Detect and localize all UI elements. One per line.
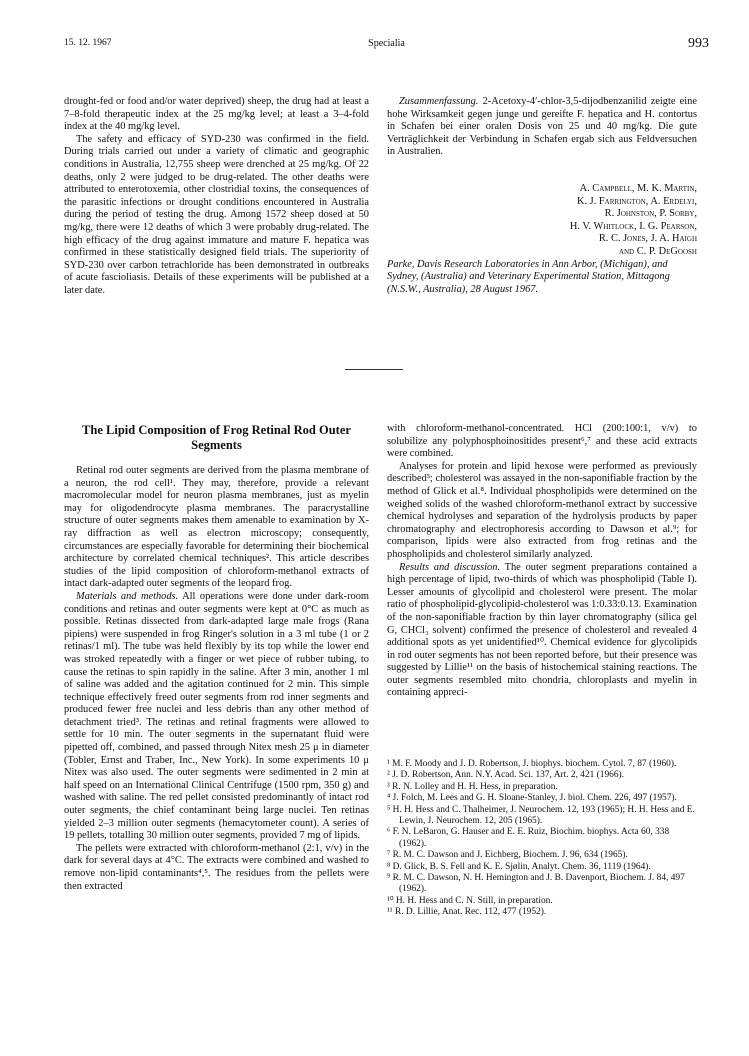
author-line: R. Johnston, P. Sorby, [604,208,697,220]
paragraph: Retinal rod outer segments are derived from the plasma membrane of a neuron, the rod cell¹. They may, therefore, provide a relevant macromolecular model for neuron plasma membranes, just as myelin may for oligodendrocyte plasma membranes. The paracrystalline structure of outer segments makes them amenable to examination by X-ray diffraction as well as electron microscopy; consequently, circumstances are especially favorable for determining their biochemical architecture by correlated chemical techniques². This article describes studies of the lipid composition of chloroform-methanol extracts of intact dark-adapted outer segments of the leopard frog. [64,465,369,590]
paragraph: The pellets were extracted with chloroform-methanol (2:1, v/v) in the dark for several days at 4°C. The extracts were combined and washed to remove non-lipid contaminants⁴,⁵. The residues from the pellets were then extracted [64,842,369,892]
author-line: and C. P. DeGoosh [618,245,697,257]
reference-item: ⁷ R. M. C. Dawson and J. Eichberg, Biochem. J. 96, 634 (1965). [387,850,628,861]
results-paragraph [387,562,697,701]
reference-item: ¹ M. F. Moody and J. D. Robertson, J. biophys. biochem. Cytol. 7, 87 (1960). [387,759,677,769]
author-list [387,183,697,259]
page-number: 993 [688,36,709,51]
results-label: Results and discussion. [399,561,501,573]
issue-date: 15. 12. 1967 [64,38,112,48]
zusammenfassung [387,96,697,159]
previous-article-right-column [387,96,697,296]
reference-item: ³ R. N. Lolley and H. H. Hess, in preparation. [387,781,558,792]
affiliation: Parke, Davis Research Laboratories in Ann Arbor, (Michigan), and Sydney, (Australia) and Veterinary Experimental Station, Mittagong (N.S.W., Australia), 28 August 1967. [387,258,670,295]
author-line: H. V. Whitlock, I. G. Pearson, [569,220,697,232]
reference-item: ⁶ F. N. LeBaron, G. Hauser and E. E. Ruiz, Biochim. biophys. Acta 60, 338 (1962). [387,827,670,849]
methods-paragraph [64,591,369,843]
journal-section: Specialia [368,38,405,49]
reference-item: ⁸ D. Glick, B. S. Fell and K. E. Sjølin, Analyt. Chem. 36, 1119 (1964). [387,861,651,872]
paragraph: Analyses for protein and lipid hexose were performed as previously described³; cholesterol was assayed in the non-saponifiable fraction by the method of Glick et al.⁸. Individual phospholipids were determined on the weighed solids of the washed chloroform-methanol extract by successive chemical hydrolyses and separation of the hydrolysis products by paper chromatography and electrophoresis according to Dawson et al.⁹; for comparison, lipids were also extracted from frog retinas and the phospholipids and cholesterol similarly analyzed. [387,460,697,560]
article-title: The Lipid Composition of Frog Retinal Rod Outer Segments [82,423,351,452]
article-separator [345,369,403,370]
reference-item: ¹⁰ H. H. Hess and C. N. Still, in preparation. [387,895,553,906]
running-header [64,36,709,58]
reference-item: ⁹ R. M. C. Dawson, N. H. Hemington and J. B. Davenport, Biochem. J. 84, 497 (1962). [387,873,685,895]
methods-text: All operations were done under dark-room conditions and retinas and outer segments were kept at 0°C as much as possible. Retinas dissected from dark-adapted large male frogs (Rana pipiens) were suspended in frog Ringer's solution in a 3 ml tube (1 or 2 retinas/1 ml). The tube was held flexibly by its top while the lower end was stroked repeatedly with a finger or wet piece of rubber tubing, to cause the retinas to spin rapidly in the saline. After 3 min, another 1 ml of saline was added and the agitation continued for 2 min. This simple technique effectively freed outer segments from rod inner segments and produced fewer free nuclei and less debris than any other method of detachment tried³. The retinas and retinal fragments were allowed to settle for 10 min. The outer segments in the supernatant fluid were pipetted off, combined, and passed through Nitex mesh 25 μ in diameter (Tobler, Ernst and Traber, Inc., New York). In some experiments 10 μ Nitex was also used. The outer segments were sedimented in 2 min at half speed on an International Clinical Centrifuge (1500 rpm, 350 g) and washed with saline. The red pellet consisted predominantly of intact rod outer segments, the chief contaminant being large nuclei. Ten retinas yielded 2–3 million outer segments (hemacytometer count). A series of 19 pellets, totalling 30 million outer segments, provided 7 mg of lipids. [64,590,370,842]
zusammenfassung-text: 2-Acetoxy-4′-chlor-3,5-dijodbenzanilid zeigte eine hohe Wirksamkeit gegen junge und gereifte F. hepatica and H. contortus in Schafen bei einer oralen Dosis von 25 und 40 mg/kg. Die gute Verträglichkeit der Verbindung in Schafen ergab sich aus Feldversuchen in Australien. [387,96,697,158]
author-line: A. Campbell, M. K. Martin, [579,182,697,194]
paragraph: drought-fed or food and/or water deprived) sheep, the drug had at least a 7–8-fold therapeutic index at the 25 mg/kg level; at least a 3–4-fold index at the 40 mg/kg level. [64,96,369,133]
reference-item: ¹¹ R. D. Lillie, Anat. Rec. 112, 477 (1952). [387,907,547,918]
article-left-column [64,423,369,893]
reference-item: ² J. D. Robertson, Ann. N.Y. Acad. Sci. 137, Art. 2, 421 (1966). [387,770,625,781]
zusammenfassung-label: Zusammenfassung. [399,96,479,107]
reference-item: ⁵ H. H. Hess and C. Thalheimer, J. Neurochem. 12, 193 (1965); H. H. Hess and E. Lewin, J. Neurochem. 12, 205 (1965). [387,804,695,827]
paragraph: with chloroform-methanol-concentrated. HCl (200:100:1, v/v) to solubilize any polyphosphoinositides present⁶,⁷ and these acid extracts were combined. [387,423,697,460]
article-right-column [387,423,697,700]
footnote-references [387,759,697,919]
paragraph: The safety and efficacy of SYD-230 was confirmed in the field. During trials carried out under a variety of climatic and geographic conditions in Australia, 12,755 sheep were drenched at 25 mg/kg. Of 22 deaths, only 2 were judged to be drug-related. The other deaths were attributed to enterotoxemia, other clostridial toxins, the consequences of the parasitic infections or drought conditions encountered in Australia during the period of testing the drug. Among 1572 sheep dosed at 50 mg/kg, there were 12 deaths of which 3 were probably drug-related. The high efficacy of the drug against immature and mature F. hepatica was confirmed in these statistically designed field trials. The superiority of SYD-230 over carbon tetrachloride has been demonstrated in outbreaks of acute fascioliasis. Details of these experiments will be published at a later date. [64,133,369,296]
previous-article-left-column [64,96,369,298]
methods-label: Materials and methods. [76,590,179,602]
results-text: The outer segment preparations contained a high percentage of lipid, two-thirds of which was phospholipid (Table I). Lesser amounts of glycolipid and cholesterol were present. The molar ratio of phospholipid-glycolipid-cholesterol was 1:0.33:0.13. Examination of the non-saponifiable fraction by thin layer chromatography (silica gel G, CHCl₃ solvent) confirmed the presence of cholesterol and revealed 4 additional spots as yet unidentified¹⁰. Chemical evidence for glycolipids in rod outer segments has not been reported before, but their presence was suggested by Lillie¹¹ on the basis of histochemical staining reactions. The outer segments resembled mito chondria, chloroplasts and myelin in containing appreci- [387,561,697,699]
author-line: R. C. Jones, J. A. Haigh [598,233,697,245]
reference-item: ⁴ J. Folch, M. Lees and G. H. Sloane-Stanley, J. biol. Chem. 226, 497 (1957). [387,793,677,804]
author-line: K. J. Farrington, A. Erdelyi, [576,195,697,207]
